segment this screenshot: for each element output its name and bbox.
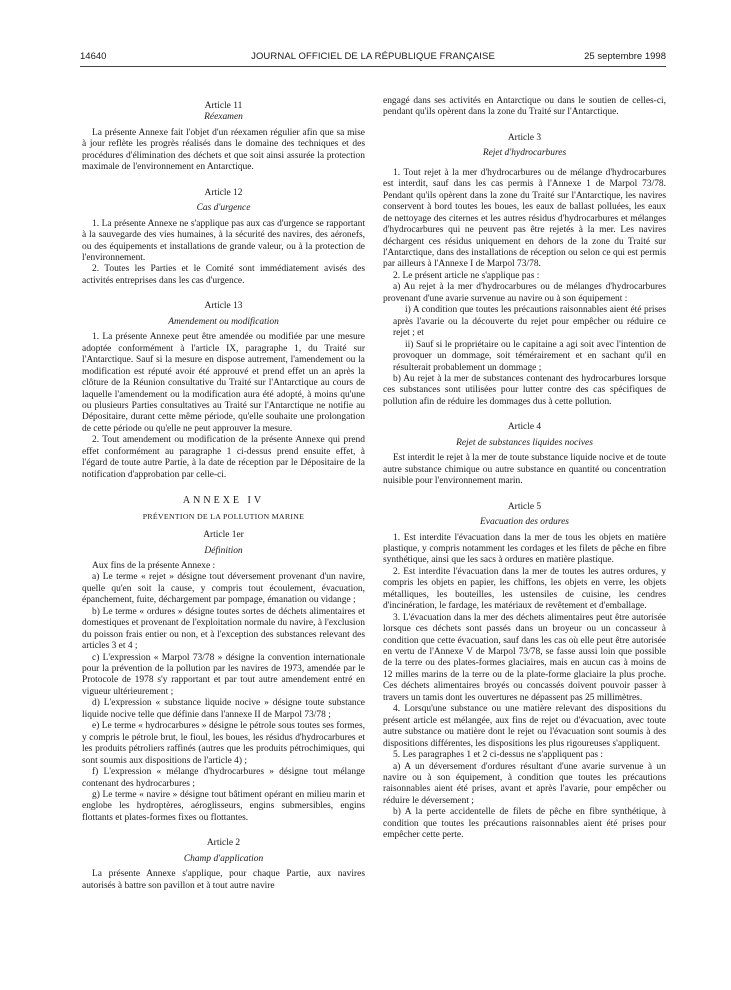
page-header bbox=[80, 51, 666, 65]
list-item: f) L'expression « mélange d'hydrocarbures » désigne tout mélange contenant des hydrocarbures ; bbox=[82, 767, 365, 789]
article-heading: Article 4 bbox=[507, 422, 542, 433]
publication-date: 25 septembre 1998 bbox=[584, 51, 666, 62]
article-heading: Article 3 bbox=[507, 132, 542, 143]
page-number: 14640 bbox=[80, 51, 107, 62]
paragraph: 2. Tout amendement ou modification de la présente Annexe qui prend effet conformément au paragraphe 1 ci-dessus prend ensuite effet, à l'égard de toute autre Partie, à la date de réception par le Dépositaire de la notification d'approbation par celle-ci. bbox=[82, 435, 365, 480]
list-item: d) L'expression « substance liquide nocive » désigne toute substance liquide nocive telle que définie dans l'annexe II de Marpol 73/78 ; bbox=[82, 698, 365, 720]
article-heading: Article 2 bbox=[206, 838, 241, 849]
article-heading: Article 11 bbox=[204, 101, 243, 111]
article-title: Champ d'application bbox=[183, 853, 264, 864]
list-item: a) Le terme « rejet » désigne tout déversement provenant d'un navire, quelle qu'en soit la cause, y compris tout écoulement, évacuation, épanchement, fuite, déchargement par pompage, émanation ou vidange ; bbox=[82, 572, 365, 606]
paragraph: 4. Lorsqu'une substance ou une matière relevant des dispositions du présent article est mélangée, aux fins de rejet ou d'évacuation, avec toute autre substance ou matière dont le rejet ou l'évacuation sont soumis à des dispositions différentes, les dispositions les plus rigoureuses s'appliquent. bbox=[383, 704, 666, 749]
article-heading: Article 1er bbox=[203, 530, 244, 541]
journal-title: JOURNAL OFFICIEL DE LA RÉPUBLIQUE FRANÇAISE bbox=[251, 51, 495, 62]
paragraph: La présente Annexe s'applique, pour chaque Partie, aux navires autorisés à battre son pavillon et à tout autre navire bbox=[82, 869, 365, 891]
paragraph: 1. La présente Annexe ne s'applique pas aux cas d'urgence se rapportant à la sauvegarde des vies humaines, à la sécurité des navires, des aéronefs, ou des équipements et installations de grande valeur, ou à la protection de l'environnement. bbox=[82, 218, 365, 263]
article-title: Rejet de substances liquides nocives bbox=[456, 437, 593, 448]
article-heading: Article 12 bbox=[204, 187, 243, 198]
list-item: g) Le terme « navire » désigne tout bâtiment opérant en milieu marin et englobe les hydroptères, aéroglisseurs, engins submersibles, engins flottants et plates-formes fixes ou flottantes. bbox=[82, 790, 365, 823]
list-item: b) A la perte accidentelle de filets de pêche en fibre synthétique, à condition que toutes les précautions raisonnables aient été prises pour empêcher cette perte. bbox=[383, 807, 666, 841]
list-item: c) L'expression « Marpol 73/78 » désigne la convention internationale pour la prévention de la pollution par les navires de 1973, amendée par le Protocole de 1978 s'y rapportant et par tout autre amendement entré en vigueur ultérieurement ; bbox=[82, 652, 365, 697]
paragraph: La présente Annexe fait l'objet d'un réexamen régulier afin que sa mise à jour reflète les progrès réalisés dans le domaine des techniques et des procédures d'élimination des déchets et que soit ainsi assurée la protection maximale de l'environnement en Antarctique. bbox=[82, 127, 365, 173]
paragraph: 5. Les paragraphes 1 et 2 ci-dessus ne s'appliquent pas : bbox=[393, 750, 604, 761]
list-item: i) A condition que toutes les précautions raisonnables aient été prises après l'avarie ou la découverte du rejet pour empêcher ou réduire ce rejet ; et bbox=[393, 305, 666, 339]
article-heading: Article 5 bbox=[507, 501, 542, 512]
article-title: Rejet d'hydrocarbures bbox=[482, 148, 567, 159]
paragraph: 1. Tout rejet à la mer d'hydrocarbures ou de mélange d'hydrocarbures est interdit, sauf dans les cas permis à l'Annexe 1 de Marpol 73/78. Pendant qu'ils opèrent dans la zone du Traité sur l'Antarctique, les navires conservent à bord toutes les boues, les eaux de ballast polluées, les eaux de nettoyage des citernes et les autres résidus d'hydrocarbures et mélanges d'hydrocarbures qui ne peuvent pas être rejetés à la mer. Les navires déchargent ces résidus uniquement en dehors de la zone du Traité sur l'Antarctique, dans des installations de réception ou selon ce qui est permis par ailleurs à l'Annexe I de Marpol 73/78. bbox=[383, 167, 666, 270]
list-item: b) Au rejet à la mer de substances contenant des hydrocarbures lorsque ces substances sont utilisées pour lutter contre des cas spécifiques de pollution afin de réduire les dommages dus à cette pollution. bbox=[383, 373, 666, 407]
paragraph: Aux fins de la présente Annexe : bbox=[92, 560, 216, 571]
paragraph: 2. Le présent article ne s'applique pas : bbox=[393, 270, 540, 281]
article-title: Amendement ou modification bbox=[168, 316, 279, 327]
paragraph: 2. Toutes les Parties et le Comité sont immédiatement avisés des activités entreprises dans les cas d'urgence. bbox=[82, 264, 365, 286]
list-item: e) Le terme « hydrocarbures » désigne le pétrole sous toutes ses formes, y compris le pétrole brut, le fioul, les boues, les résidus d'hydrocarbures et les produits pétroliers raffinés (autres que les produits pétrochimiques, qui sont soumis aux dispositions de l'article 4) ; bbox=[82, 721, 365, 766]
paragraph: 2. Est interdite l'évacuation dans la mer de toutes les autres ordures, y compris les objets en papier, les chiffons, les objets en verre, les objets métalliques, les bouteilles, les ustensiles de cuisine, les cendres d'incinération, le fardage, les matériaux de revêtement et d'emballage. bbox=[383, 566, 666, 612]
list-item: a) Au rejet à la mer d'hydrocarbures ou de mélanges d'hydrocarbures provenant d'une avarie survenue au navire ou à son équipement : bbox=[383, 282, 666, 304]
article-title: Cas d'urgence bbox=[196, 203, 251, 214]
header-rule bbox=[80, 66, 666, 67]
paragraph: engagé dans ses activités en Antarctique ou dans le soutien de celles-ci, pendant qu'ils opèrent dans la zone du Traité sur l'Antarctique. bbox=[383, 96, 666, 118]
article-title: Réexamen bbox=[204, 112, 243, 123]
paragraph: 1. La présente Annexe peut être amendée ou modifiée par une mesure adoptée conformément à l'article IX, paragraphe 1, du Traité sur l'Antarctique. Sauf si la mesure en dispose autrement, l'amendement ou la modification est réputé avoir été approuvé et prend effet un an après la clôture de la Réunion consultative du Traité sur l'Antarctique au cours de laquelle l'amendement ou la modification aura été adopté, à moins qu'une ou plusieurs Parties consultatives au Traité sur l'Antarctique ne notifie au Dépositaire, durant cette même période, qu'elle souhaite une prolongation de cette période ou qu'elle ne peut approuver la mesure. bbox=[82, 332, 365, 434]
list-item: b) Le terme « ordures » désigne toutes sortes de déchets alimentaires et domestiques et provenant de l'exploitation normale du navire, à l'exclusion du poisson frais entier ou non, et à l'exception des substances relevant des articles 3 et 4 ; bbox=[82, 606, 365, 652]
right-column bbox=[383, 96, 666, 842]
article-title: Evacuation des ordures bbox=[480, 517, 569, 528]
list-item: a) A un déversement d'ordures résultant d'une avarie survenue à un navire ou à son équipement, à condition que toutes les précautions raisonnables aient été prises, avant et après l'avarie, pour empêcher ou réduire le déversement ; bbox=[383, 761, 666, 806]
paragraph: 1. Est interdite l'évacuation dans la mer de tous les objets en matière plastique, y compris notamment les cordages et les filets de pêche en fibre synthétique, ainsi que les sacs à ordures en matière plastique. bbox=[383, 532, 666, 566]
left-column bbox=[82, 101, 365, 892]
article-title: Définition bbox=[204, 545, 243, 556]
annex-subtitle: PRÉVENTION DE LA POLLUTION MARINE bbox=[142, 511, 305, 521]
article-heading: Article 13 bbox=[204, 301, 243, 312]
list-item: ii) Sauf si le propriétaire ou le capitaine a agi soit avec l'intention de provoquer un dommage, soit témérairement et en sachant qu'il en résulterait probablement un dommage ; bbox=[393, 339, 666, 373]
annex-heading: ANNEXE IV bbox=[182, 495, 265, 507]
paragraph: Est interdit le rejet à la mer de toute substance liquide nocive et de toute autre substance chimique ou autre substance en quantité ou concentration nuisible pour l'environnement marin. bbox=[383, 453, 666, 487]
paragraph: 3. L'évacuation dans la mer des déchets alimentaires peut être autorisée lorsque ces déchets sont passés dans un broyeur ou un concasseur à condition que cette évacuation, sauf dans les cas où elle peut être autorisée en vertu de l'Annexe V de Marpol 73/78, se fasse aussi loin que possible de la terre ou des plates-formes glaciaires, mais en aucun cas à moins de 12 milles marins de la terre ou de la plate-forme glaciaire la plus proche. Ces déchets alimentaires broyés ou concassés doivent pouvoir passer à travers un tamis dont les ouvertures ne dépassent pas 25 millimètres. bbox=[383, 612, 666, 703]
